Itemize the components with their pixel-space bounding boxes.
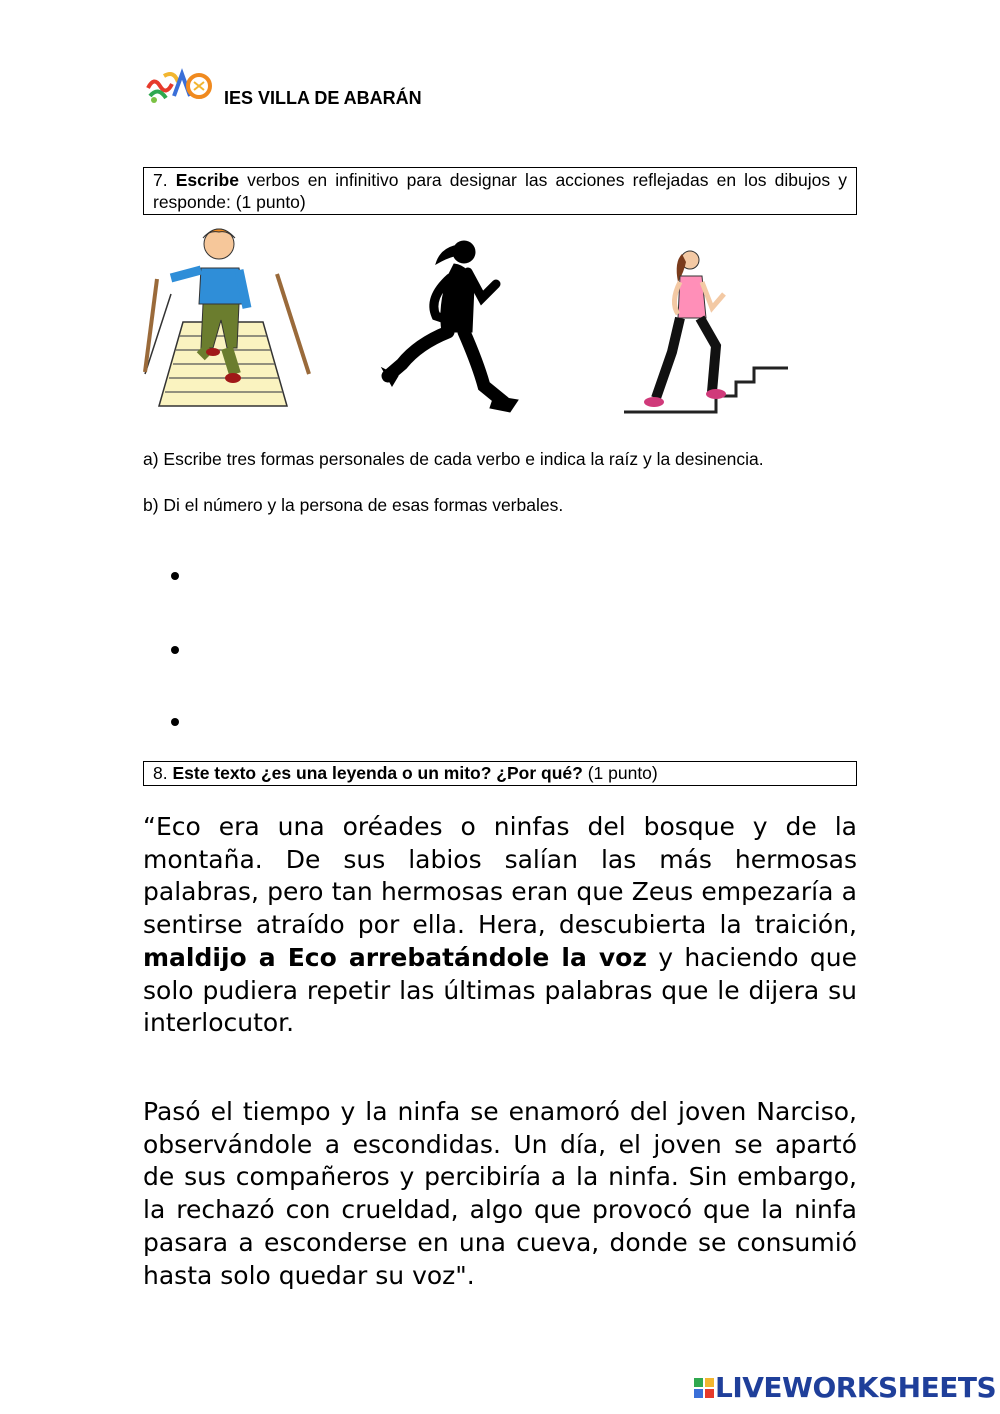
question-8-points: (1 punto) [587,763,658,783]
woman-running-image [378,236,526,416]
question-7-number: 7. [153,170,168,190]
story-p1-start: “Eco era una oréades o ninfas del bosque y de la montaña. De sus labios salían las más hermosas palabras, pero tan hermosas eran que Zeus empezaría a sentirse atraído por ella. Hera, descubierta la traición, [143,812,857,940]
boy-descending-stairs-image [143,224,315,410]
bullet-dot [171,572,179,580]
school-logo [144,66,214,106]
school-name: IES VILLA DE ABARÁN [224,88,422,108]
woman-climbing-stairs-image [620,242,792,418]
answer-bullet-1[interactable] [171,572,181,582]
answer-bullet-2[interactable] [171,646,181,656]
question-8-number: 8. [153,763,168,783]
instruction-a: a) Escribe tres formas personales de cada verbo e indica la raíz y la desinencia. [143,449,764,469]
question-8-text: Este texto ¿es una leyenda o un mito? ¿Por qué? [172,763,583,783]
liveworksheets-logo-icon [693,1377,715,1399]
story-p1-end: y haciendo que solo pudiera repetir las últimas palabras que le dijera su interlocutor. [143,942,857,1038]
question-8-box [143,761,857,786]
liveworksheets-text: LIVEWORKSHEETS [715,1371,997,1404]
question-7-text: verbos en infinitivo para designar las acciones reflejadas en los dibujos y responde: (1 punto) [153,170,847,212]
question-7-keyword: Escribe [175,170,239,190]
story-paragraph-1 [143,811,857,1040]
question-7-box [143,167,857,215]
bullet-dot [171,718,179,726]
instruction-b: b) Di el número y la persona de esas formas verbales. [143,495,564,515]
bullet-dot [171,646,179,654]
story-paragraph-2: Pasó el tiempo y la ninfa se enamoró del joven Narciso, observándole a escondidas. Un día, el joven se apartó de sus compañeros y percibiría a la ninfa. Sin embargo, la rechazó con crueldad, algo que provocó que la ninfa pasara a esconderse en una cueva, donde se consumió hasta solo quedar su voz". [143,1097,857,1290]
story-p1-bold: maldijo a Eco arrebatándole la voz [143,942,647,972]
answer-bullet-3[interactable] [171,718,181,728]
